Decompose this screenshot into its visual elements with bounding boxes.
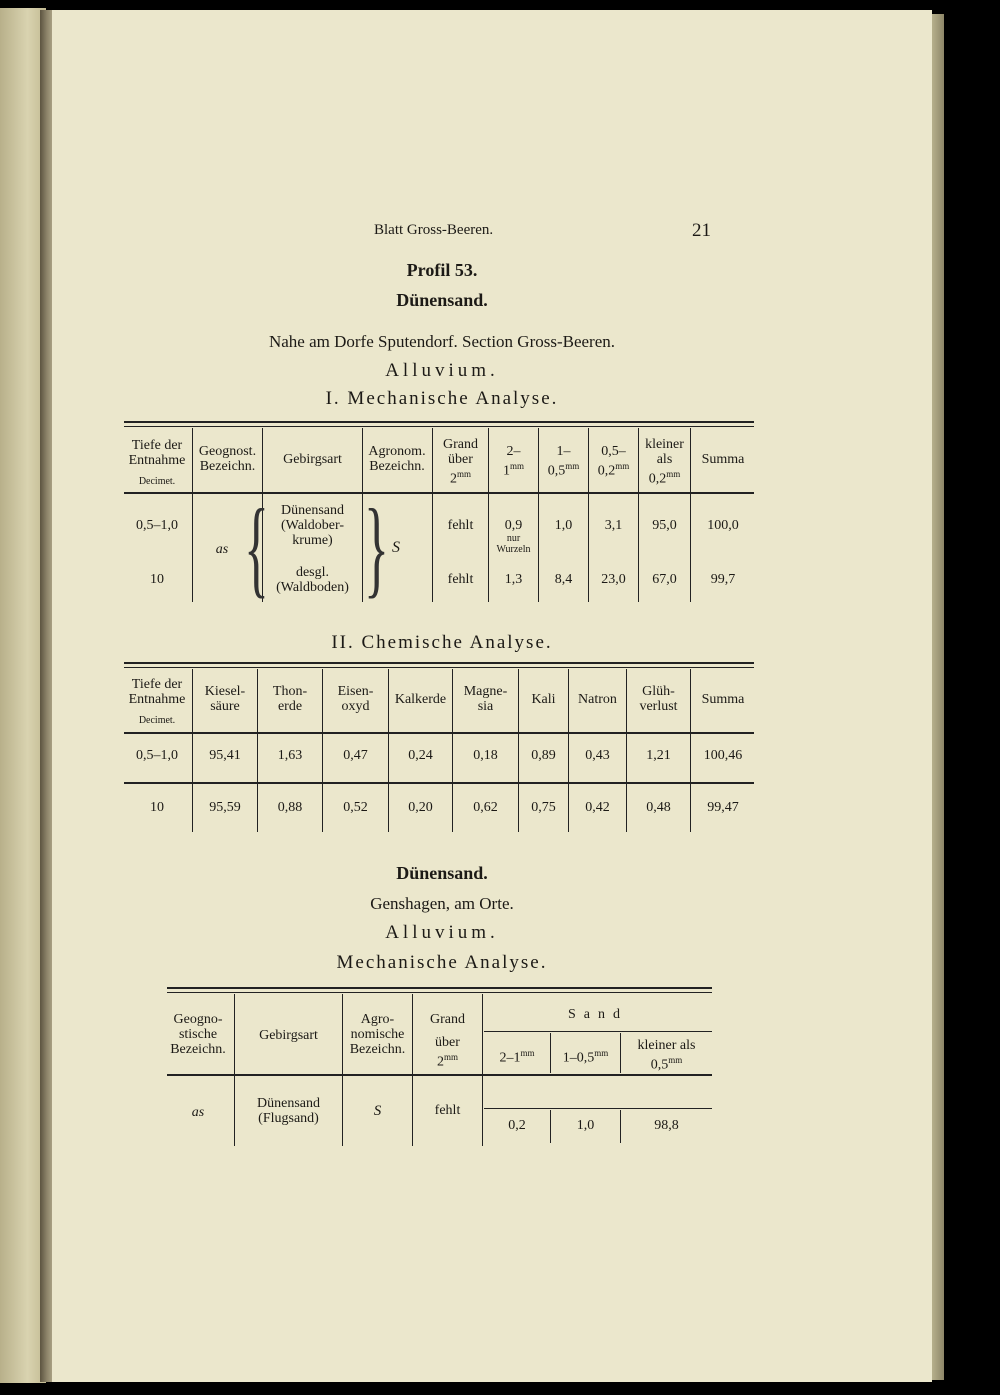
book-page (52, 10, 932, 1382)
chem-header-summa: Summa (701, 692, 745, 707)
section1-title: Dünensand. (396, 290, 488, 310)
section2-mech-title: Mechanische Analyse. (336, 952, 548, 973)
chem-header-tiefe: Tiefe der Entnahme (128, 677, 186, 707)
row2-kleiner: 67,0 (652, 572, 677, 587)
header-tiefe: Tiefe der Entnahme (128, 438, 186, 468)
chem-header-tiefe-unit: Decimet. (138, 715, 176, 726)
chem-row2-kali: 0,75 (531, 800, 556, 815)
chem-row2-eisenoxyd: 0,52 (343, 800, 368, 815)
row1-note: nur Wurzeln (496, 533, 531, 555)
chem-row2-summa: 99,47 (707, 800, 739, 815)
header-kali: Kali (531, 692, 556, 707)
header-agronomische: Agro- nomische Bezeichn. (349, 1012, 406, 1057)
chem-row2-tiefe: 10 (150, 800, 164, 815)
brace-right: } (364, 489, 389, 610)
chem-row1-eisenoxyd: 0,47 (343, 748, 368, 763)
header-thonerde: Thon- erde (272, 684, 308, 714)
section2-header-gebirgsart: Gebirgsart (259, 1028, 318, 1043)
chem-row1-kieselsaure: 95,41 (209, 748, 241, 763)
chem-analysis-title: II. Chemische Analyse. (331, 632, 553, 653)
row1-2-1mm: 0,9 (504, 518, 523, 533)
geognost-symbol: as (215, 542, 229, 557)
section1-formation: Alluvium. (385, 360, 499, 381)
header-geognost: Geognost. Bezeichn. (198, 444, 257, 474)
brace-left: { (244, 489, 269, 610)
chem-row1-tiefe: 0,5–1,0 (136, 748, 178, 763)
chem-row2-kalkerde: 0,20 (408, 800, 433, 815)
section2-location: Genshagen, am Orte. (370, 894, 514, 913)
chem-row2-thonerde: 0,88 (277, 800, 303, 815)
chem-row1-natron: 0,43 (585, 748, 610, 763)
header-agronom: Agronom. Bezeichn. (368, 444, 426, 474)
chem-row2-kieselsaure: 95,59 (209, 800, 241, 815)
chem-row1-kali: 0,89 (531, 748, 556, 763)
section2-sand-kleiner: 98,8 (654, 1118, 679, 1133)
row1-tiefe: 0,5–1,0 (136, 518, 178, 533)
chem-row2-gluhverlust: 0,48 (646, 800, 671, 815)
header-kalkerde: Kalkerde (394, 692, 447, 707)
chem-row1-magnesia: 0,18 (473, 748, 498, 763)
header-tiefe-unit: Decimet. (138, 476, 176, 487)
profile-title: Profil 53. (406, 260, 478, 280)
row2-gebirgsart: desgl. (Waldboden) (276, 565, 349, 595)
row1-0-5-0-2mm: 3,1 (604, 518, 623, 533)
header-gebirgsart: Gebirgsart (283, 452, 342, 467)
header-natron: Natron (578, 692, 617, 707)
row2-0-5-0-2mm: 23,0 (601, 572, 626, 587)
header-sand-kleiner-als: kleiner als $0,5^{mm}$ (637, 1038, 696, 1073)
header-sand-1-0-5mm: $1-0,5^{mm}$ (562, 1048, 609, 1066)
header-kieselsaure: Kiesel- säure (204, 684, 246, 714)
header-1-0-5mm: 1– $0,5^{mm}$ (547, 444, 580, 479)
header-eisenoxyd: Eisen- oxyd (337, 684, 374, 714)
chem-row1-kalkerde: 0,24 (408, 748, 433, 763)
page-number: 21 (692, 220, 711, 241)
running-title: Blatt Gross-Beeren. (374, 222, 494, 238)
mech-analysis-title: I. Mechanische Analyse. (325, 388, 559, 409)
row1-gebirgsart: Dünensand (Waldober- krume) (280, 503, 345, 548)
header-2-1mm: 2– $1^{mm}$ (502, 444, 524, 479)
section2-header-grand: Grand über $2^{mm}$ (430, 1012, 465, 1070)
row1-grand: fehlt (447, 518, 474, 533)
chem-row2-natron: 0,42 (585, 800, 610, 815)
section2-grand: fehlt (434, 1103, 461, 1118)
section2-gebirgsart: Dünensand (Flugsand) (257, 1096, 320, 1126)
chem-row1-summa: 100,46 (703, 748, 743, 763)
right-page-edge (930, 14, 944, 1380)
section2-formation: Alluvium. (385, 922, 499, 943)
row2-summa: 99,7 (710, 572, 736, 587)
section2-title: Dünensand. (396, 863, 488, 883)
header-sand-2-1mm: $2-1^{mm}$ (499, 1048, 535, 1066)
row1-summa: 100,0 (707, 518, 739, 533)
section2-agronom-symbol: S (373, 1103, 382, 1119)
header-magnesia: Magne- sia (463, 684, 508, 714)
row1-kleiner: 95,0 (652, 518, 677, 533)
row2-1-0-5mm: 8,4 (554, 572, 573, 587)
chem-row1-gluhverlust: 1,21 (646, 748, 671, 763)
row1-1-0-5mm: 1,0 (554, 518, 573, 533)
header-0-5-0-2mm: 0,5– $0,2^{mm}$ (597, 444, 630, 479)
section2-sand-1-0-5mm: 1,0 (576, 1118, 595, 1133)
header-sand: Sand (568, 1007, 628, 1022)
row2-tiefe: 10 (150, 572, 164, 587)
header-gluhverlust: Glüh- verlust (639, 684, 678, 714)
chem-row2-magnesia: 0,62 (473, 800, 498, 815)
row2-2-1mm: 1,3 (504, 572, 523, 587)
section2-geognost-symbol: as (191, 1105, 205, 1120)
header-summa: Summa (701, 452, 745, 467)
header-geognostische: Geogno- stische Bezeichn. (170, 1012, 226, 1057)
header-grand: Grand über $2^{mm}$ (443, 437, 478, 487)
section2-sand-2-1mm: 0,2 (508, 1118, 526, 1133)
row2-grand: fehlt (447, 572, 474, 587)
chem-row1-thonerde: 1,63 (277, 748, 303, 763)
header-kleiner-als: kleiner als $0,2^{mm}$ (645, 437, 684, 487)
agronom-symbol: S (392, 539, 400, 556)
section1-location: Nahe am Dorfe Sputendorf. Section Gross-Beeren. (268, 332, 616, 351)
